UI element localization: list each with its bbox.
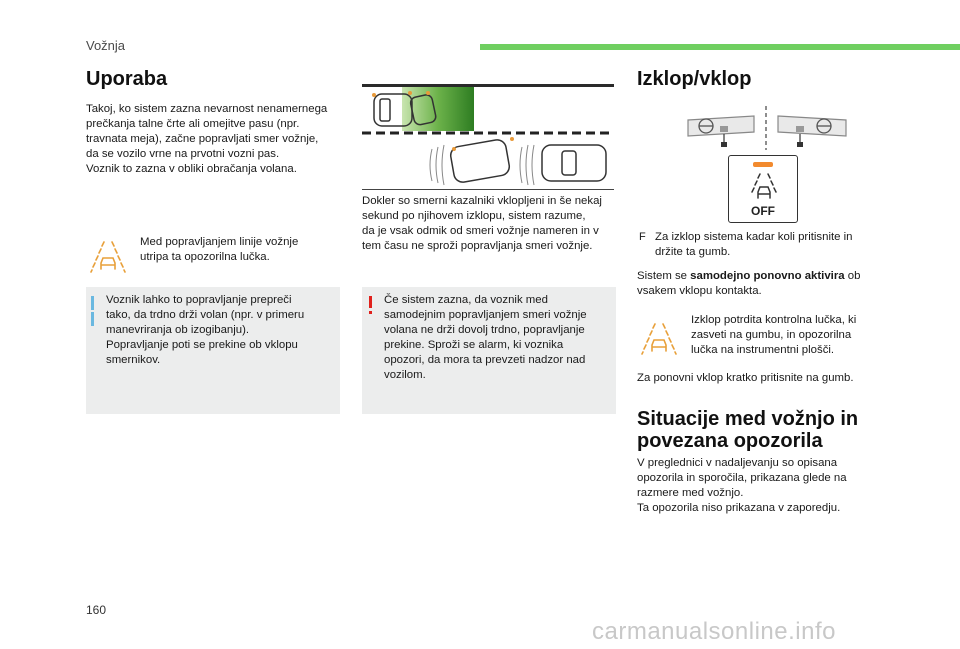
col3-body2: [637, 456, 897, 516]
heading-uporaba: Uporaba: [86, 68, 168, 90]
text-line: travnata meja), začne popravljati smer vožnje,: [86, 133, 319, 145]
text-line: volana ne drži dovolj trdno, popravljanje: [384, 324, 585, 336]
button-off-label: OFF: [751, 204, 775, 218]
heading-line: Situacije med vožnjo in: [637, 408, 859, 430]
heading-izklop-vklop: Izklop/vklop: [637, 68, 752, 90]
text-span: Sistem se: [637, 270, 691, 282]
text-line: razmere med vožnjo.: [637, 487, 744, 499]
text-line: V preglednici v nadaljevanju so opisana: [637, 457, 838, 469]
text-line: Ta opozorila niso prikazana v zaporedju.: [637, 502, 841, 514]
text-line: [637, 269, 897, 284]
text-line: Voznik to zazna v obliki obračanja volana.: [86, 163, 297, 175]
text-line: tem času ne sproži popravljanja smeri vožnje.: [362, 240, 593, 252]
text-line: Takoj, ko sistem zazna nevarnost nenamernega: [86, 103, 328, 115]
col3-lamp-text: [691, 313, 891, 358]
col1-lamp-text: [140, 235, 340, 265]
button-indicator-led: [753, 162, 773, 167]
lane-assist-off-button[interactable]: [728, 155, 798, 223]
col3-bullet-text: [655, 230, 885, 260]
text-line: manevriranja ob izogibanju).: [106, 324, 250, 336]
warning-exclamation-icon: [369, 296, 372, 308]
text-line: vsakem vklopu kontakta.: [637, 285, 762, 297]
dashboard-button-location-illustration: [684, 104, 850, 152]
text-line: Voznik lahko to popravljanje prepreči: [106, 294, 292, 306]
text-line: lučka na instrumentni plošči.: [691, 344, 835, 356]
text-line: smernikov.: [106, 354, 161, 366]
info-marker-icon: [91, 312, 94, 326]
text-line: opozori, da mora ta prevzeti nadzor nad: [384, 354, 586, 366]
heading-line: povezana opozorila: [637, 430, 823, 452]
text-span: ob: [844, 270, 861, 282]
watermark-link[interactable]: carmanualsonline.info: [592, 618, 836, 645]
text-line: vozilom.: [384, 369, 426, 381]
text-line: opozorila in sporočila, prikazana glede na: [637, 472, 847, 484]
section-label: Vožnja: [86, 38, 126, 53]
text-line: Za izklop sistema kadar koli pritisnite in: [655, 231, 853, 243]
lane-assist-warning-lamp-icon: [639, 322, 679, 356]
text-line: prekine. Sproži se alarm, ki voznika: [384, 339, 564, 351]
text-line: da se vozilo vrne na prvotni vozni pas.: [86, 148, 280, 160]
text-line: Če sistem zazna, da voznik med: [384, 294, 548, 306]
section-accent-bar: [480, 44, 960, 50]
text-line: Med popravljanjem linije vožnje: [140, 236, 299, 248]
warning-box: [362, 287, 616, 414]
bullet-marker: F: [639, 231, 646, 243]
lane-assist-icon: [751, 172, 777, 202]
lane-assist-warning-lamp-icon: [88, 240, 128, 274]
heading-situacije: [637, 408, 897, 452]
text-line: Izklop potrdita kontrolna lučka, ki: [691, 314, 857, 326]
text-line: samodejnim popravljanjem smeri vožnje: [384, 309, 587, 321]
col3-reenable: [637, 371, 897, 386]
text-line: sekund po njihovem izklopu, sistem razume,: [362, 210, 586, 222]
col3-auto-reactivate: [637, 269, 897, 299]
text-line: Popravljanje poti se prekine ob vklopu: [106, 339, 298, 351]
info-box-text: [106, 293, 336, 368]
text-line: da je vsak odmik od smeri vožnje nameren in v: [362, 225, 599, 237]
page-number: 160: [86, 603, 107, 617]
warning-box-text: [384, 293, 612, 383]
illustration-bottom-rule: [362, 189, 614, 190]
text-line: Za ponovni vklop kratko pritisnite na gumb.: [637, 372, 854, 384]
warning-exclamation-dot-icon: [369, 311, 372, 314]
text-line: držite ta gumb.: [655, 246, 731, 258]
text-line: prečkanja talne črte ali omejitve pasu (npr.: [86, 118, 300, 130]
text-line: zasveti na gumbu, in opozorilna: [691, 329, 852, 341]
info-marker-icon: [91, 296, 94, 310]
info-box: [86, 287, 340, 414]
lane-correction-illustration: [362, 87, 614, 187]
col1-body: [86, 102, 348, 177]
col2-body: [362, 194, 616, 254]
text-line: tako, da trdno drži volan (npr. v primeru: [106, 309, 305, 321]
text-line: Dokler so smerni kazalniki vklopljeni in še nekaj: [362, 195, 602, 207]
text-bold: samodejno ponovno aktivira: [690, 270, 845, 282]
text-line: utripa ta opozorilna lučka.: [140, 251, 270, 263]
